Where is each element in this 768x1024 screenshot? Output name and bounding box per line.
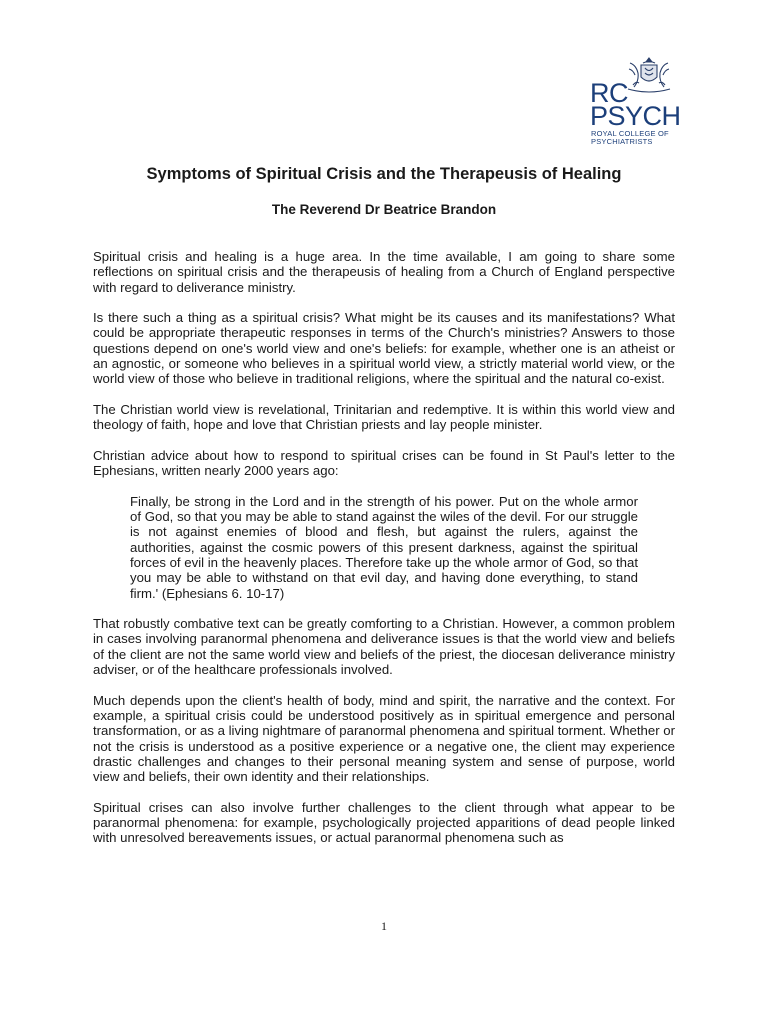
body-paragraph: Spiritual crisis and healing is a huge area. In the time available, I am going to share some reflections on spiritual crisis and the therapeusis of healing from a Church of England perspective with regard to deliverance ministry. [93,249,675,295]
logo-psych-text: PSYCH [590,101,681,131]
scripture-quote: Finally, be strong in the Lord and in the strength of his power. Put on the whole armor of God, so that you may be able to stand against the wiles of the devil. For our struggle is not against enemies of blood and flesh, but against the rulers, against the authorities, against the cosmic powers of this present darkness, against the spiritual forces of evil in the heavenly places. Therefore take up the whole armor of God, so that you may be able to withstand on that evil day, and having done everything, to stand firm.' (Ephesians 6. 10-17) [130,493,638,601]
coat-of-arms-icon [624,55,674,95]
body-paragraph: The Christian world view is revelational, Trinitarian and redemptive. It is within this world view and theology of faith, hope and love that Christian priests and lay people minister. [93,401,675,433]
body-paragraph: Spiritual crises can also involve further challenges to the client through what appear to be paranormal phenomena: for example, psychologically projected apparitions of dead people linked with unresolved bereavements issues, or actual paranormal phenomena such as [93,799,675,846]
body-paragraph: Is there such a thing as a spiritual crisis? What might be its causes and its manifestations? What could be appropriate therapeutic responses in terms of the Church's ministries? Answers to those questions depend on one's world view and one's beliefs: for example, whether one is an atheist or an agnostic, or someone who believes in a spiritual world view, a strictly material world view, or the world view of those who believe in traditional religions, where the spiritual and the natural co-exist. [93,310,675,387]
body-paragraph: That robustly combative text can be greatly comforting to a Christian. However, a common problem in cases involving paranormal phenomena and deliverance issues is that the world view and beliefs of the client are not the same world view and beliefs of the priest, the diocesan deliverance ministry adviser, or of the healthcare professionals involved. [93,616,675,678]
rcpsych-logo [590,55,685,150]
page-number: 1 [381,919,387,933]
body-paragraph: Much depends upon the client's health of body, mind and spirit, the narrative and the context. For example, a spiritual crisis could be understood positively as in spiritual emergence and personal transformation, or as a living nightmare of paranormal phenomena and spiritual torment. Whether or not the crisis is understood as a positive experience or a negative one, the client may experience drastic challenges and changes to their personal meaning system and sense of purpose, world view and beliefs, their own identity and their relationships. [93,692,676,785]
logo-rc-text: RC [590,78,628,108]
logo-subtitle-line-2: PSYCHIATRISTS [591,137,653,146]
document-title: Symptoms of Spiritual Crisis and the Therapeusis of Healing [146,165,622,183]
body-paragraph: Christian advice about how to respond to spiritual crises can be found in St Paul's letter to the Ephesians, written nearly 2000 years ago: [93,447,675,479]
document-author: The Reverend Dr Beatrice Brandon [271,202,497,217]
logo-subtitle-line-1: ROYAL COLLEGE OF [591,129,669,138]
document-body [93,249,675,861]
